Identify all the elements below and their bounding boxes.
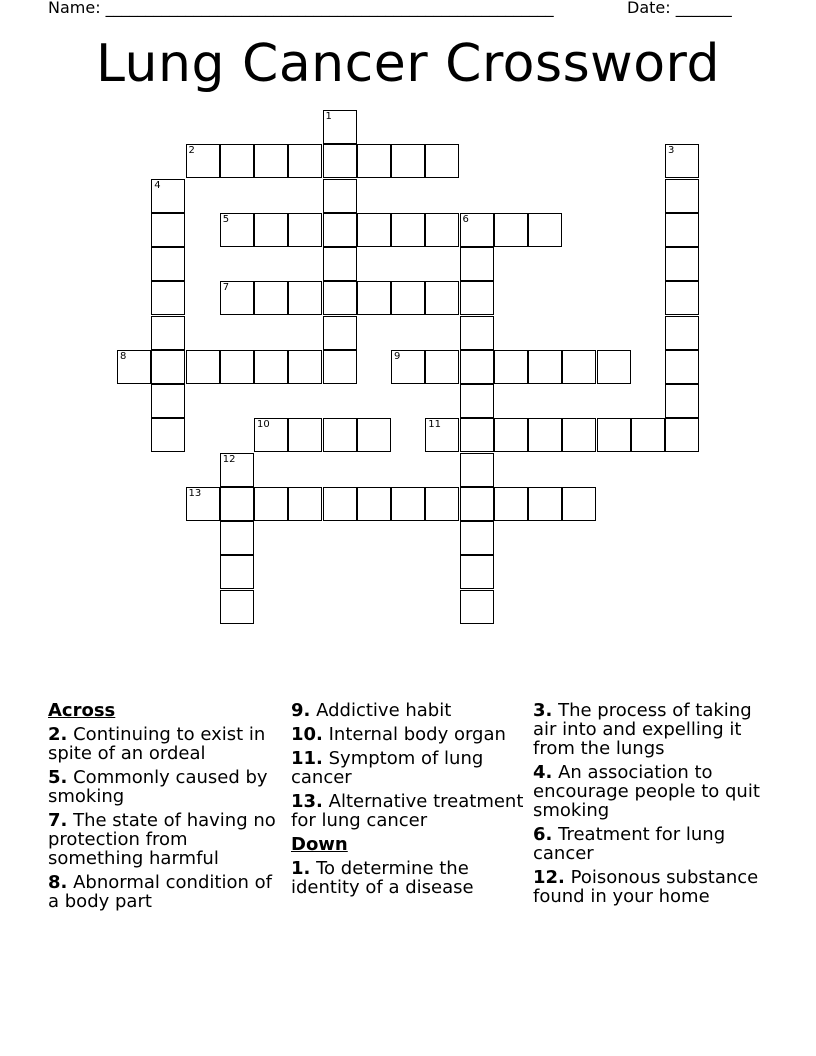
grid-cell[interactable] <box>460 487 494 521</box>
grid-cell[interactable] <box>460 590 494 624</box>
clue-number: 9. <box>291 700 311 721</box>
grid-cell[interactable] <box>665 247 699 281</box>
clue-text: Commonly caused by smoking <box>48 767 268 807</box>
clue-text: An association to encourage people to quit smoking <box>533 762 760 821</box>
grid-cell[interactable] <box>151 247 185 281</box>
grid-cell[interactable] <box>460 453 494 487</box>
clue-number: 4. <box>533 762 553 783</box>
grid-cell[interactable] <box>323 350 357 384</box>
grid-cell[interactable] <box>220 590 254 624</box>
grid-cell[interactable] <box>323 247 357 281</box>
clue-down-12 <box>533 868 763 906</box>
grid-cell[interactable] <box>460 281 494 315</box>
clue-text: Internal body organ <box>328 724 506 745</box>
grid-cell[interactable] <box>665 350 699 384</box>
grid-cell[interactable] <box>425 144 459 178</box>
grid-cell[interactable] <box>665 281 699 315</box>
clue-across-13 <box>291 792 531 830</box>
grid-cell[interactable] <box>562 487 596 521</box>
clue-text: The state of having no protection from something harmful <box>48 810 276 869</box>
grid-cell[interactable] <box>357 418 391 452</box>
grid-cell[interactable] <box>323 316 357 350</box>
grid-cell[interactable] <box>151 350 185 384</box>
name-field-label: Name: ________________________________________________________ <box>48 0 554 17</box>
clue-text: Poisonous substance found in your home <box>533 867 759 907</box>
grid-cell[interactable] <box>665 316 699 350</box>
grid-cell[interactable] <box>562 418 596 452</box>
grid-cell[interactable] <box>288 418 322 452</box>
grid-cell[interactable] <box>494 418 528 452</box>
grid-cell[interactable] <box>254 487 288 521</box>
grid-cell[interactable] <box>323 144 357 178</box>
clue-number: 11. <box>291 748 323 769</box>
grid-cell[interactable] <box>323 487 357 521</box>
grid-cell[interactable] <box>391 213 425 247</box>
clue-text: The process of taking air into and expelling it from the lungs <box>533 700 752 759</box>
grid-number: 10 <box>257 419 270 431</box>
grid-cell[interactable] <box>665 418 699 452</box>
grid-cell[interactable] <box>288 350 322 384</box>
clues-column-2 <box>291 701 531 902</box>
clues-column-1 <box>48 701 288 916</box>
grid-number: 7 <box>222 282 230 294</box>
grid-cell[interactable] <box>528 418 562 452</box>
across-heading: Across <box>48 700 116 721</box>
page-title: Lung Cancer Crossword <box>96 34 720 94</box>
grid-cell[interactable] <box>494 350 528 384</box>
grid-cell[interactable] <box>288 487 322 521</box>
grid-cell[interactable] <box>528 350 562 384</box>
grid-cell[interactable] <box>254 281 288 315</box>
date-field-label: Date: _______ <box>627 0 732 17</box>
grid-cell[interactable] <box>494 213 528 247</box>
clues-column-3 <box>533 701 763 911</box>
grid-cell[interactable] <box>151 316 185 350</box>
grid-cell[interactable] <box>151 418 185 452</box>
grid-number: 6 <box>462 213 469 225</box>
grid-cell[interactable] <box>528 213 562 247</box>
clue-down-3 <box>533 701 763 758</box>
clue-number: 6. <box>533 824 553 845</box>
clue-number: 5. <box>48 767 68 788</box>
down-heading: Down <box>291 834 348 855</box>
grid-cell[interactable] <box>151 281 185 315</box>
grid-number: 4 <box>154 179 161 191</box>
grid-cell[interactable] <box>391 144 425 178</box>
grid-cell[interactable] <box>357 487 391 521</box>
grid-cell[interactable] <box>357 144 391 178</box>
clue-down-6 <box>533 825 763 863</box>
grid-cell[interactable] <box>254 213 288 247</box>
clue-number: 10. <box>291 724 323 745</box>
clue-text: Treatment for lung cancer <box>533 824 726 864</box>
clue-across-10 <box>291 725 531 744</box>
clue-number: 7. <box>48 810 68 831</box>
grid-cell[interactable] <box>186 350 220 384</box>
grid-cell[interactable] <box>151 384 185 418</box>
grid-cell[interactable] <box>357 281 391 315</box>
grid-number: 13 <box>188 487 202 499</box>
grid-cell[interactable] <box>288 144 322 178</box>
grid-cell[interactable] <box>460 384 494 418</box>
grid-cell[interactable] <box>288 281 322 315</box>
grid-cell[interactable] <box>597 418 631 452</box>
grid-cell[interactable] <box>220 350 254 384</box>
grid-cell[interactable] <box>254 144 288 178</box>
clue-across-9 <box>291 701 531 720</box>
clue-text: Continuing to exist in spite of an ordeal <box>48 724 266 764</box>
grid-cell[interactable] <box>254 350 288 384</box>
grid-cell[interactable] <box>460 316 494 350</box>
grid-cell[interactable] <box>631 418 665 452</box>
grid-cell[interactable] <box>460 521 494 555</box>
grid-number: 2 <box>188 145 195 157</box>
clue-across-8 <box>48 873 288 911</box>
grid-number: 5 <box>222 213 230 225</box>
grid-cell[interactable] <box>528 487 562 521</box>
grid-cell[interactable] <box>323 418 357 452</box>
clue-number: 12. <box>533 867 565 888</box>
grid-number: 11 <box>428 419 442 431</box>
grid-cell[interactable] <box>425 350 459 384</box>
grid-cell[interactable] <box>323 213 357 247</box>
grid-cell[interactable] <box>288 213 322 247</box>
grid-cell[interactable] <box>597 350 631 384</box>
grid-number: 12 <box>222 453 236 465</box>
clue-number: 2. <box>48 724 68 745</box>
grid-cell[interactable] <box>323 179 357 213</box>
grid-cell[interactable] <box>391 281 425 315</box>
grid-cell[interactable] <box>425 213 459 247</box>
clue-text: Symptom of lung cancer <box>291 748 484 788</box>
grid-cell[interactable] <box>220 555 254 589</box>
grid-cell[interactable] <box>665 179 699 213</box>
clue-number: 13. <box>291 791 323 812</box>
grid-cell[interactable] <box>460 555 494 589</box>
grid-cell[interactable] <box>220 487 254 521</box>
grid-cell[interactable] <box>357 213 391 247</box>
grid-cell[interactable] <box>425 487 459 521</box>
grid-number: 1 <box>325 111 332 122</box>
grid-cell[interactable] <box>151 213 185 247</box>
clue-text: Addictive habit <box>316 700 452 721</box>
clue-text: Abnormal condition of a body part <box>48 872 272 912</box>
grid-cell[interactable] <box>460 350 494 384</box>
grid-cell[interactable] <box>220 521 254 555</box>
grid-cell[interactable] <box>562 350 596 384</box>
grid-cell[interactable] <box>391 487 425 521</box>
clue-across-7 <box>48 811 288 868</box>
clue-number: 8. <box>48 872 68 893</box>
clue-across-2 <box>48 725 288 763</box>
grid-cell[interactable] <box>425 281 459 315</box>
grid-cell[interactable] <box>220 144 254 178</box>
clue-text: Alternative treatment for lung cancer <box>291 791 524 831</box>
clue-number: 1. <box>291 858 311 879</box>
grid-cell[interactable] <box>460 418 494 452</box>
grid-number: 3 <box>668 145 675 157</box>
grid-cell[interactable] <box>665 213 699 247</box>
clue-down-1 <box>291 859 531 897</box>
clue-across-11 <box>291 749 531 787</box>
grid-cell[interactable] <box>494 487 528 521</box>
grid-cell[interactable] <box>323 281 357 315</box>
grid-number: 8 <box>120 350 127 362</box>
grid-cell[interactable] <box>665 384 699 418</box>
grid-cell[interactable] <box>460 247 494 281</box>
clue-text: To determine the identity of a disease <box>291 858 474 898</box>
clue-down-4 <box>533 763 763 820</box>
grid-number: 9 <box>394 350 401 362</box>
clue-across-5 <box>48 768 288 806</box>
clue-number: 3. <box>533 700 553 721</box>
